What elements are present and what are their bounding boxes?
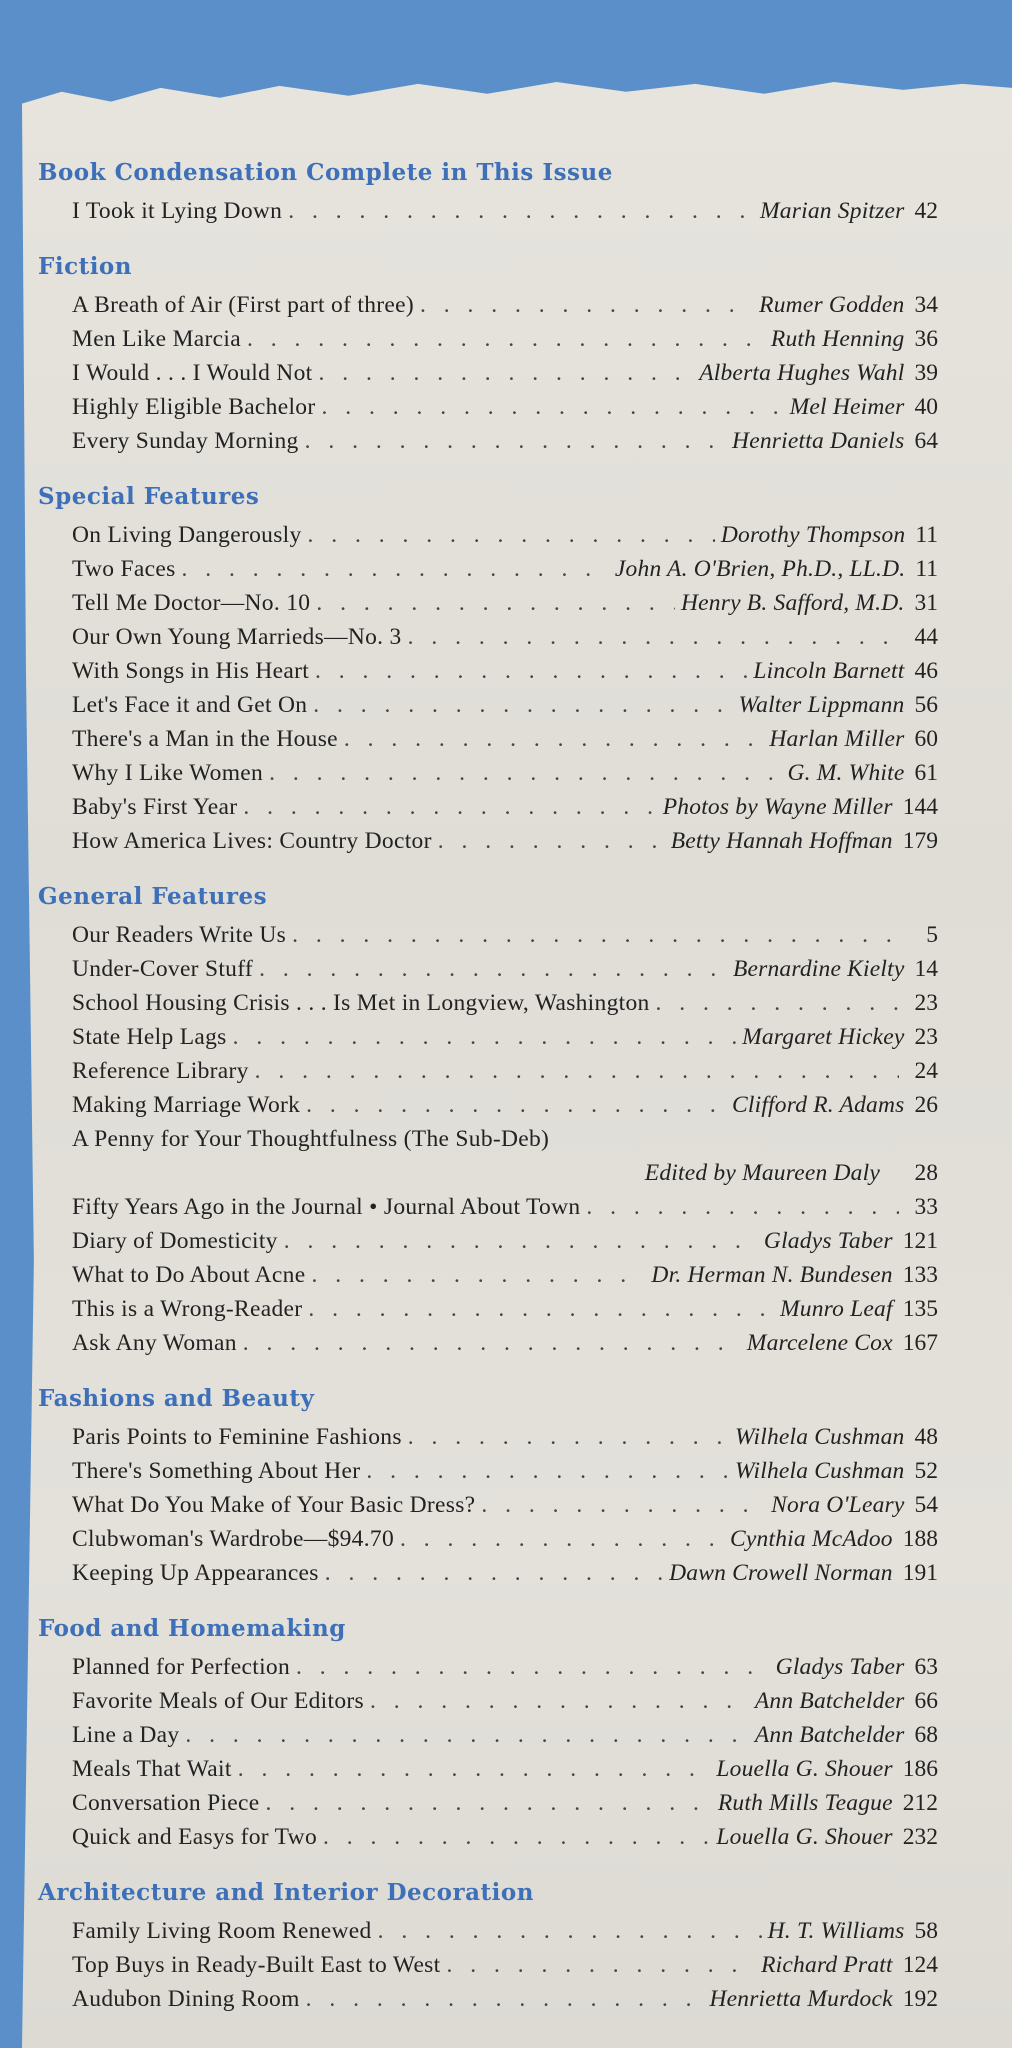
entry-title: What to Do About Acne bbox=[72, 1262, 306, 1288]
entry-page: 68 bbox=[914, 1722, 938, 1748]
entry-page: 66 bbox=[914, 1688, 938, 1714]
entry-author: Nora O'Leary bbox=[771, 1492, 905, 1518]
leader-dots bbox=[321, 390, 783, 424]
leader-dots bbox=[481, 1488, 765, 1522]
section-heading: Food and Homemaking bbox=[38, 1615, 346, 1642]
leader-dots bbox=[366, 1454, 729, 1488]
entry-title: Highly Eligible Bachelor bbox=[72, 394, 316, 420]
leader-dots bbox=[238, 1752, 711, 1786]
toc-entry bbox=[38, 654, 938, 688]
entry-author: Clifford R. Adams bbox=[732, 1092, 905, 1118]
toc-entry bbox=[38, 722, 938, 756]
entry-title: Men Like Marcia bbox=[72, 326, 241, 352]
leader-dots bbox=[313, 688, 732, 722]
toc-entry bbox=[38, 1488, 938, 1522]
entry-page: 121 bbox=[902, 1228, 938, 1254]
entry-author: Marian Spitzer bbox=[760, 198, 905, 224]
entry-title: Tell Me Doctor—No. 10 bbox=[72, 590, 311, 616]
toc-entry bbox=[38, 1752, 938, 1786]
entry-page: 26 bbox=[914, 1092, 938, 1118]
leader-dots bbox=[265, 1786, 711, 1820]
entry-page: 167 bbox=[902, 1330, 938, 1356]
toc-entry bbox=[38, 1684, 938, 1718]
toc-entry bbox=[38, 1420, 938, 1454]
entry-author: Dawn Crowell Norman bbox=[669, 1560, 893, 1586]
table-of-contents bbox=[38, 158, 938, 2040]
entry-author: Betty Hannah Hoffman bbox=[670, 828, 893, 854]
entry-author: Henrietta Daniels bbox=[732, 428, 905, 454]
entry-page: 36 bbox=[914, 326, 938, 352]
toc-entry bbox=[38, 824, 938, 858]
entry-author: Dorothy Thompson bbox=[720, 522, 906, 548]
toc-entry bbox=[38, 1556, 938, 1590]
entry-title: Two Faces bbox=[72, 556, 176, 582]
entry-page: 60 bbox=[914, 726, 938, 752]
entry-author: Bernardine Kielty bbox=[732, 956, 905, 982]
entry-page: 11 bbox=[915, 522, 938, 548]
toc-entry bbox=[38, 1982, 938, 2016]
entry-page: 179 bbox=[902, 828, 938, 854]
entry-title: Paris Points to Feminine Fashions bbox=[72, 1424, 402, 1450]
entry-title: Clubwoman's Wardrobe—$94.70 bbox=[72, 1526, 394, 1552]
entry-author: Cynthia McAdoo bbox=[730, 1526, 893, 1552]
leader-dots bbox=[185, 1718, 748, 1752]
leader-dots bbox=[656, 986, 899, 1020]
entry-author: Ann Batchelder bbox=[754, 1688, 905, 1714]
leader-dots bbox=[325, 1556, 663, 1590]
toc-entry bbox=[38, 390, 938, 424]
entry-author: Margaret Hickey bbox=[742, 1024, 905, 1050]
leader-dots bbox=[315, 654, 747, 688]
entry-page: 33 bbox=[914, 1194, 938, 1220]
leader-dots bbox=[292, 918, 907, 952]
entry-title: Our Readers Write Us bbox=[72, 922, 287, 948]
entry-title: Why I Like Women bbox=[72, 760, 264, 786]
toc-entry bbox=[38, 620, 938, 654]
entry-page: 61 bbox=[914, 760, 938, 786]
leader-dots bbox=[378, 1914, 762, 1948]
entry-title: Making Marriage Work bbox=[72, 1092, 301, 1118]
leader-dots bbox=[247, 322, 765, 356]
toc-entry bbox=[38, 322, 938, 356]
toc-entry bbox=[38, 1326, 938, 1360]
entry-page: 14 bbox=[914, 956, 938, 982]
toc-entry bbox=[38, 194, 938, 228]
entry-page: 40 bbox=[914, 394, 938, 420]
entry-page: 54 bbox=[914, 1492, 938, 1518]
toc-entry bbox=[38, 1258, 938, 1292]
entry-author: Mel Heimer bbox=[789, 394, 905, 420]
entry-author: Henrietta Murdock bbox=[709, 1986, 893, 2012]
leader-dots bbox=[269, 756, 781, 790]
toc-entry bbox=[38, 288, 938, 322]
toc-entry bbox=[38, 790, 938, 824]
toc-entry bbox=[38, 356, 938, 390]
entry-author: Alberta Hughes Wahl bbox=[699, 360, 905, 386]
entry-title: There's a Man in the House bbox=[72, 726, 338, 752]
entry-author: Henry B. Safford, M.D. bbox=[681, 590, 905, 616]
entry-page: 34 bbox=[914, 292, 938, 318]
toc-entry bbox=[38, 1522, 938, 1556]
entry-page: 186 bbox=[902, 1756, 938, 1782]
entry-title: This is a Wrong-Reader bbox=[72, 1296, 303, 1322]
section-heading: Fashions and Beauty bbox=[38, 1385, 315, 1412]
toc-section bbox=[38, 252, 938, 458]
entry-author: Marcelene Cox bbox=[746, 1330, 893, 1356]
section-heading: Fiction bbox=[38, 253, 132, 280]
leader-dots bbox=[284, 1224, 758, 1258]
leader-dots bbox=[408, 1420, 729, 1454]
section-heading: General Features bbox=[38, 883, 268, 910]
entry-title: Ask Any Woman bbox=[72, 1330, 237, 1356]
toc-entry bbox=[38, 1914, 938, 1948]
leader-dots bbox=[306, 1088, 726, 1122]
entry-author: Richard Pratt bbox=[761, 1952, 893, 1978]
leader-dots bbox=[306, 1982, 704, 2016]
entry-page: 64 bbox=[914, 428, 938, 454]
entry-page: 192 bbox=[902, 1986, 938, 2012]
entry-page: 58 bbox=[914, 1918, 938, 1944]
leader-dots bbox=[308, 1292, 774, 1326]
entry-page: 144 bbox=[902, 794, 938, 820]
leader-dots bbox=[308, 518, 715, 552]
leader-dots bbox=[420, 288, 753, 322]
entry-author: Edited by Maureen Daly bbox=[644, 1160, 880, 1186]
entry-author: Gladys Taber bbox=[763, 1228, 893, 1254]
toc-entry bbox=[38, 424, 938, 458]
leader-dots bbox=[408, 620, 899, 654]
entry-author: Munro Leaf bbox=[779, 1296, 893, 1322]
leader-dots bbox=[586, 1190, 898, 1224]
leader-dots bbox=[255, 1054, 899, 1088]
entry-author: Wilhela Cushman bbox=[735, 1424, 905, 1450]
toc-entry bbox=[38, 1786, 938, 1820]
entry-page: 56 bbox=[914, 692, 938, 718]
entry-page: 5 bbox=[926, 922, 938, 948]
entry-title: I Would . . . I Would Not bbox=[72, 360, 313, 386]
entry-title: Audubon Dining Room bbox=[72, 1986, 300, 2012]
entry-page: 23 bbox=[914, 1024, 938, 1050]
entry-page: 11 bbox=[915, 556, 938, 582]
toc-entry bbox=[38, 756, 938, 790]
leader-dots bbox=[259, 952, 727, 986]
entry-page: 48 bbox=[914, 1424, 938, 1450]
entry-author: G. M. White bbox=[787, 760, 905, 786]
entry-author: Harlan Miller bbox=[769, 726, 905, 752]
toc-section bbox=[38, 482, 938, 858]
entry-author: H. T. Williams bbox=[767, 1918, 905, 1944]
toc-entry bbox=[38, 1190, 938, 1224]
entry-page: 52 bbox=[914, 1458, 938, 1484]
entry-author: Lincoln Barnett bbox=[753, 658, 905, 684]
leader-dots bbox=[323, 1820, 710, 1854]
entry-title: Family Living Room Renewed bbox=[72, 1918, 372, 1944]
entry-title: Our Own Young Marrieds—No. 3 bbox=[72, 624, 402, 650]
entry-author: Ann Batchelder bbox=[754, 1722, 905, 1748]
entry-author: Walter Lippmann bbox=[738, 692, 905, 718]
entry-title: There's Something About Her bbox=[72, 1458, 361, 1484]
entry-title: Let's Face it and Get On bbox=[72, 692, 308, 718]
entry-page: 42 bbox=[914, 198, 938, 224]
entry-author: Photos by Wayne Miller bbox=[662, 794, 893, 820]
toc-entry bbox=[38, 1224, 938, 1258]
entry-page: 191 bbox=[902, 1560, 938, 1586]
toc-entry bbox=[38, 688, 938, 722]
entry-title: A Breath of Air (First part of three) bbox=[72, 292, 414, 318]
entry-author: Wilhela Cushman bbox=[735, 1458, 905, 1484]
entry-title: Conversation Piece bbox=[72, 1790, 260, 1816]
entry-author: Rumer Godden bbox=[759, 292, 905, 318]
entry-title: State Help Lags bbox=[72, 1024, 227, 1050]
toc-entry bbox=[38, 952, 938, 986]
entry-page: 44 bbox=[914, 624, 938, 650]
entry-title: A Penny for Your Thoughtfulness (The Sub-Deb) bbox=[72, 1126, 550, 1152]
leader-dots bbox=[400, 1522, 724, 1556]
toc-section bbox=[38, 882, 938, 1360]
toc-section bbox=[38, 1614, 938, 1854]
toc-entry bbox=[38, 1054, 938, 1088]
toc-entry bbox=[38, 1820, 938, 1854]
entry-page: 63 bbox=[914, 1654, 938, 1680]
entry-title: Favorite Meals of Our Editors bbox=[72, 1688, 364, 1714]
entry-page: 232 bbox=[902, 1824, 938, 1850]
toc-entry bbox=[38, 1948, 938, 1982]
leader-dots bbox=[438, 824, 665, 858]
toc-entry bbox=[38, 918, 938, 952]
toc-section bbox=[38, 1384, 938, 1590]
entry-author: Louella G. Shouer bbox=[716, 1756, 893, 1782]
toc-entry bbox=[38, 586, 938, 620]
entry-title: Diary of Domesticity bbox=[72, 1228, 278, 1254]
leader-dots bbox=[243, 1326, 741, 1360]
toc-entry-continuation bbox=[38, 1156, 938, 1190]
leader-dots bbox=[344, 722, 764, 756]
entry-page: 39 bbox=[914, 360, 938, 386]
entry-page: 212 bbox=[902, 1790, 938, 1816]
entry-page: 188 bbox=[902, 1526, 938, 1552]
leader-dots bbox=[316, 586, 675, 620]
leader-dots bbox=[233, 1020, 736, 1054]
entry-title: I Took it Lying Down bbox=[72, 198, 283, 224]
leader-dots bbox=[318, 356, 693, 390]
entry-title: Top Buys in Ready-Built East to West bbox=[72, 1952, 441, 1978]
entry-title: Meals That Wait bbox=[72, 1756, 232, 1782]
leader-dots bbox=[305, 424, 726, 458]
leader-dots bbox=[296, 1650, 770, 1684]
entry-title: Keeping Up Appearances bbox=[72, 1560, 319, 1586]
entry-author: Ruth Mills Teague bbox=[717, 1790, 893, 1816]
toc-section bbox=[38, 158, 938, 228]
section-heading: Architecture and Interior Decoration bbox=[38, 1879, 534, 1906]
entry-title: Line a Day bbox=[72, 1722, 180, 1748]
entry-author: Ruth Henning bbox=[770, 326, 905, 352]
toc-entry bbox=[38, 1718, 938, 1752]
entry-page: 46 bbox=[914, 658, 938, 684]
toc-entry bbox=[38, 1292, 938, 1326]
entry-author: Gladys Taber bbox=[775, 1654, 905, 1680]
entry-title: Fifty Years Ago in the Journal • Journal About Town bbox=[72, 1194, 581, 1220]
toc-entry bbox=[38, 1088, 938, 1122]
toc-entry bbox=[38, 1454, 938, 1488]
entry-title: How America Lives: Country Doctor bbox=[72, 828, 432, 854]
toc-entry bbox=[38, 518, 938, 552]
toc-entry bbox=[38, 1650, 938, 1684]
entry-title: Quick and Easys for Two bbox=[72, 1824, 317, 1850]
entry-author: Louella G. Shouer bbox=[716, 1824, 893, 1850]
leader-dots bbox=[243, 790, 656, 824]
entry-title: School Housing Crisis . . . Is Met in Longview, Washington bbox=[72, 990, 650, 1016]
entry-page: 24 bbox=[914, 1058, 938, 1084]
entry-page: 124 bbox=[902, 1952, 938, 1978]
section-heading: Special Features bbox=[38, 483, 260, 510]
leader-dots bbox=[182, 552, 609, 586]
entry-page: 31 bbox=[914, 590, 938, 616]
entry-page: 133 bbox=[902, 1262, 938, 1288]
entry-title: Reference Library bbox=[72, 1058, 249, 1084]
entry-page: 23 bbox=[914, 990, 938, 1016]
entry-title: Planned for Perfection bbox=[72, 1654, 291, 1680]
toc-entry bbox=[38, 552, 938, 586]
leader-dots bbox=[370, 1684, 749, 1718]
entry-page: 28 bbox=[914, 1160, 938, 1186]
toc-section bbox=[38, 1878, 938, 2016]
entry-author: John A. O'Brien, Ph.D., LL.D. bbox=[614, 556, 906, 582]
toc-entry bbox=[38, 986, 938, 1020]
toc-entry bbox=[38, 1020, 938, 1054]
toc-entry bbox=[38, 1122, 938, 1156]
section-heading: Book Condensation Complete in This Issue bbox=[38, 159, 613, 186]
entry-title: Under-Cover Stuff bbox=[72, 956, 254, 982]
entry-title: Every Sunday Morning bbox=[72, 428, 299, 454]
leader-dots bbox=[446, 1948, 755, 1982]
leader-dots bbox=[288, 194, 754, 228]
entry-page: 135 bbox=[902, 1296, 938, 1322]
entry-title: Baby's First Year bbox=[72, 794, 238, 820]
leader-dots bbox=[311, 1258, 645, 1292]
entry-title: With Songs in His Heart bbox=[72, 658, 310, 684]
entry-title: What Do You Make of Your Basic Dress? bbox=[72, 1492, 476, 1518]
entry-title: On Living Dangerously bbox=[72, 522, 302, 548]
entry-author: Dr. Herman N. Bundesen bbox=[651, 1262, 893, 1288]
